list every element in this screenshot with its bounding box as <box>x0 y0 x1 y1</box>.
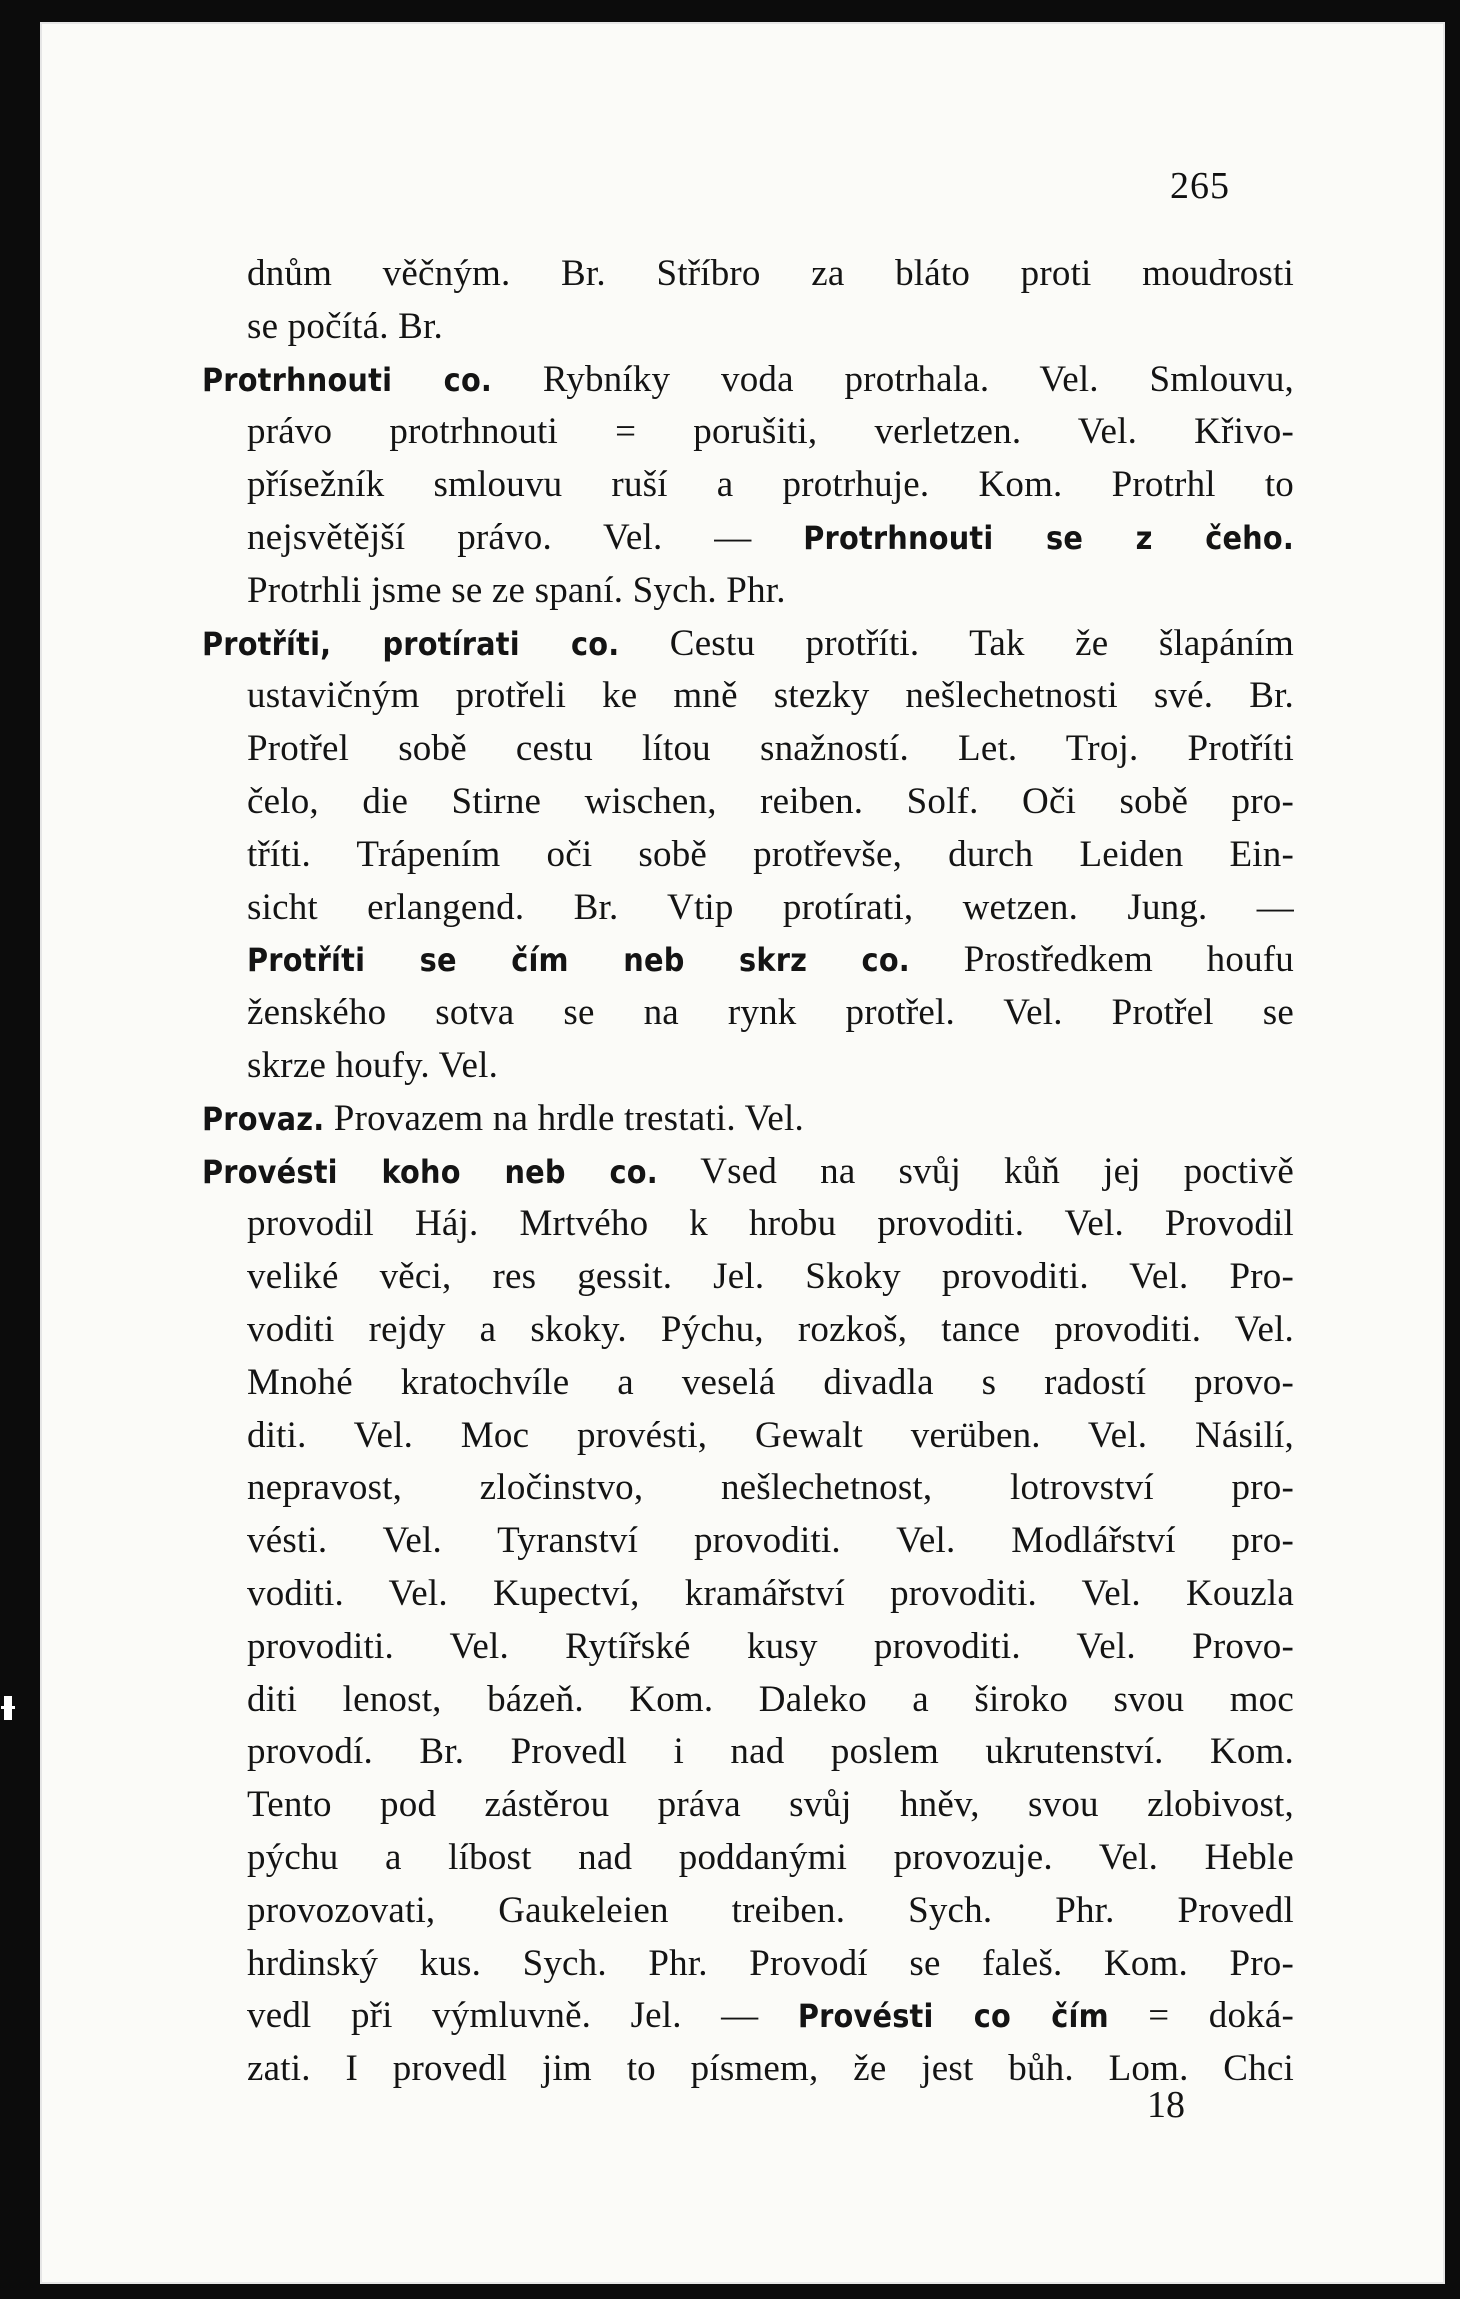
text-line <box>202 1093 1294 1146</box>
book-page <box>40 22 1445 2284</box>
line-text: tříti. Trápením oči sobě protřevše, durch Leiden Ein- <box>247 833 1294 875</box>
line-text: vésti. Vel. Tyranství provoditi. Vel. Modlářství pro- <box>247 1520 1294 1562</box>
line-text: provozovati, Gaukeleien treiben. Sych. Phr. Provedl <box>247 1889 1294 1931</box>
headword: Protrhnouti se z čeho. <box>803 518 1295 557</box>
line-text: hrdinský kus. Sych. Phr. Provodí se faleš. Kom. Pro- <box>247 1942 1294 1984</box>
line-text: dnům věčným. Br. Stříbro za bláto proti moudrosti <box>247 253 1294 294</box>
text-line <box>202 565 1294 618</box>
line-text: Provazem na hrdle trestati. Vel. <box>324 1097 804 1139</box>
headword: Protrhnouti co. <box>202 360 493 399</box>
line-text: nejsvětější právo. Vel. — <box>247 516 804 558</box>
line-text: provodil Háj. Mrtvého k hrobu provoditi. Vel. Provodil <box>247 1203 1294 1245</box>
text-line <box>202 1779 1294 1832</box>
line-text: voditi. Vel. Kupectví, kramářství provoditi. Vel. Kouzla <box>247 1572 1294 1614</box>
line-text: vedl při výmluvně. Jel. — <box>247 1995 798 2037</box>
signature-mark: 18 <box>1147 2084 1185 2126</box>
text-line <box>202 882 1294 935</box>
line-text: diti lenost, bázeň. Kom. Daleko a široko svou moc <box>247 1678 1294 1720</box>
headword: Provaz. <box>202 1099 325 1138</box>
line-text: se počítá. Br. <box>247 305 443 347</box>
text-line <box>202 1938 1294 1991</box>
text-line <box>202 1357 1294 1410</box>
line-text: Protrhli jsme se ze spaní. Sych. Phr. <box>247 569 786 611</box>
line-text: nepravost, zločinstvo, nešlechetnost, lotrovství pro- <box>247 1467 1294 1509</box>
page-number: 265 <box>1170 165 1230 207</box>
line-text: pýchu a líbost nad poddanými provozuje. Vel. Heble <box>247 1836 1294 1878</box>
line-text: právo protrhnouti = porušiti, verletzen. Vel. Křivo- <box>247 411 1294 453</box>
text-line <box>202 1990 1294 2043</box>
scan-edge-mark <box>4 1696 12 1720</box>
line-text: voditi rejdy a skoky. Pýchu, rozkoš, tance provoditi. Vel. <box>247 1308 1294 1350</box>
line-text: veliké věci, res gessit. Jel. Skoky provoditi. Vel. Pro- <box>247 1256 1294 1298</box>
text-line <box>202 1621 1294 1674</box>
text-line <box>202 1726 1294 1779</box>
text-line <box>202 1515 1294 1568</box>
line-text: ženského sotva se na rynk protřel. Vel. Protřel se <box>247 992 1294 1034</box>
text-line <box>202 1568 1294 1621</box>
dictionary-text <box>202 248 1294 2096</box>
headword: Provésti co čím <box>797 1997 1109 2036</box>
text-line <box>202 1674 1294 1727</box>
text-line <box>202 723 1294 776</box>
text-line <box>202 512 1294 565</box>
text-line <box>202 2043 1294 2096</box>
text-line <box>202 934 1294 987</box>
text-line <box>202 776 1294 829</box>
text-line <box>202 829 1294 882</box>
line-text: zati. I provedl jim to písmem, že jest bůh. Lom. Chci <box>247 2048 1294 2090</box>
line-text: = doká- <box>1108 1995 1294 2037</box>
line-text: provodí. Br. Provedl i nad poslem ukrutenství. Kom. <box>247 1731 1294 1773</box>
text-line <box>202 248 1294 301</box>
line-text: Tento pod zástěrou práva svůj hněv, svou zlobivost, <box>247 1784 1294 1826</box>
line-text: diti. Vel. Moc provésti, Gewalt verüben. Vel. Násilí, <box>247 1414 1294 1456</box>
text-line <box>202 301 1294 354</box>
headword: Protříti se čím neb skrz co. <box>247 941 910 980</box>
headword: Provésti koho neb co. <box>202 1152 658 1191</box>
text-line <box>202 459 1294 512</box>
line-text: Protřel sobě cestu lítou snažností. Let. Troj. Protříti <box>247 728 1294 770</box>
text-line <box>202 1885 1294 1938</box>
line-text: přísežník smlouvu ruší a protrhuje. Kom. Protrhl to <box>247 464 1294 506</box>
line-text: ustavičným protřeli ke mně stezky nešlechetnosti své. Br. <box>247 675 1294 717</box>
text-line <box>202 1410 1294 1463</box>
text-line <box>202 1198 1294 1251</box>
line-text: Vsed na svůj kůň jej poctivě <box>657 1150 1294 1192</box>
text-line <box>202 987 1294 1040</box>
line-text: sicht erlangend. Br. Vtip protírati, wetzen. Jung. — <box>247 886 1294 928</box>
line-text: skrze houfy. Vel. <box>247 1044 499 1086</box>
text-line <box>202 670 1294 723</box>
line-text: Prostředkem houfu <box>909 939 1294 981</box>
line-text: Mnohé kratochvíle a veselá divadla s radostí provo- <box>247 1361 1294 1403</box>
text-line <box>202 1040 1294 1093</box>
text-line <box>202 1462 1294 1515</box>
text-line <box>202 354 1294 407</box>
text-line <box>202 1146 1294 1199</box>
text-line <box>202 618 1294 671</box>
text-line <box>202 1251 1294 1304</box>
line-text: provoditi. Vel. Rytířské kusy provoditi. Vel. Provo- <box>247 1625 1294 1667</box>
text-line <box>202 406 1294 459</box>
text-line <box>202 1304 1294 1357</box>
line-text: čelo, die Stirne wischen, reiben. Solf. Oči sobě pro- <box>247 780 1294 822</box>
line-text: Cestu protříti. Tak že šlapáním <box>619 622 1294 664</box>
text-line <box>202 1832 1294 1885</box>
line-text: Rybníky voda protrhala. Vel. Smlouvu, <box>492 358 1295 400</box>
headword: Protříti, protírati co. <box>202 624 620 663</box>
